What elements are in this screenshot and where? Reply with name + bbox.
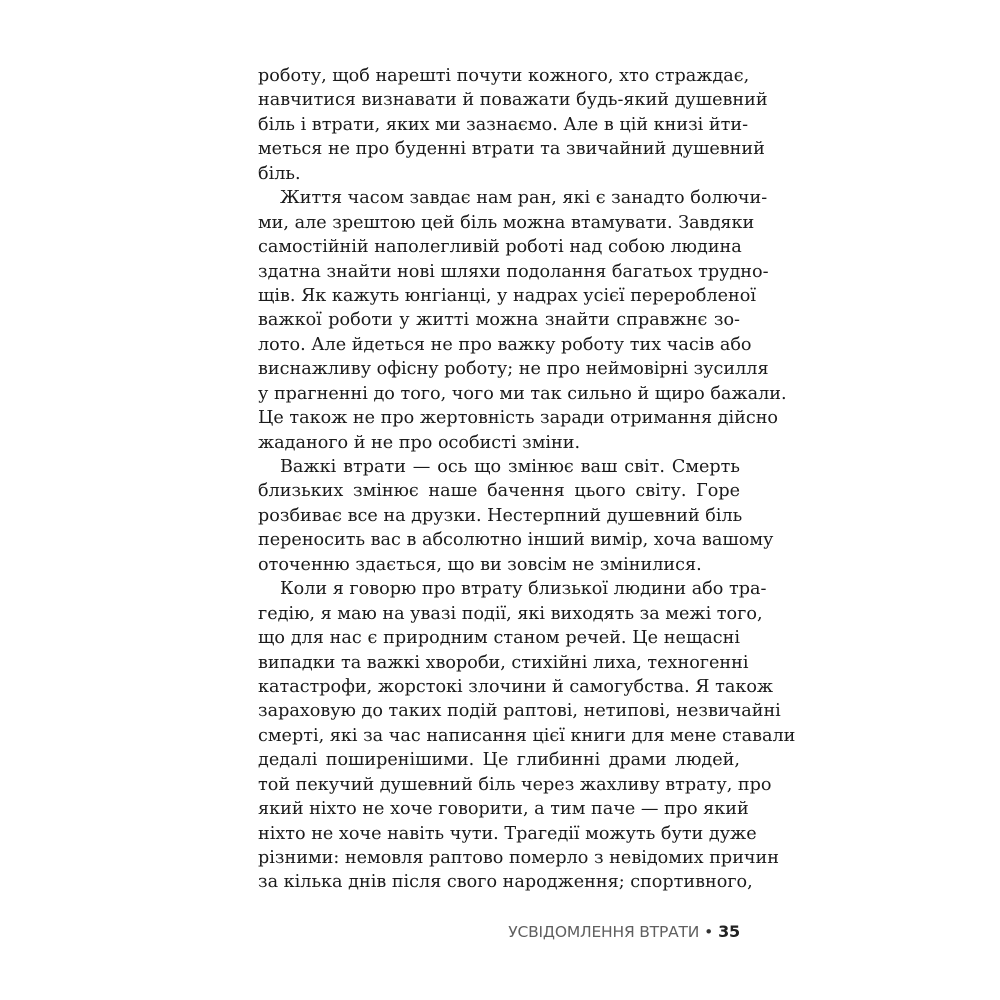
text-line: Життя часом завдає нам ран, які є занадто болючи- xyxy=(280,188,768,209)
text-line: навчитися визнавати й поважати будь-який душевний xyxy=(258,90,768,111)
text-line: здатна знайти нові шляхи подолання багатьох трудно- xyxy=(258,261,769,282)
text-line: переносить вас в абсолютно інший вимір, хоча вашому xyxy=(258,530,774,551)
text-line: щів. Як кажуть юнгіанці, у надрах усієї переробленої xyxy=(258,285,756,306)
paragraph xyxy=(258,186,787,455)
text-line: самостійній наполегливій роботі над собою людина xyxy=(258,237,742,258)
text-line: який ніхто не хоче говорити, а тим паче — про який xyxy=(258,799,749,820)
text-line: різними: немовля раптово померло з невідомих причин xyxy=(258,848,780,868)
text-line: зараховую до таких подій раптові, нетипові, незвичайні xyxy=(258,701,781,722)
running-title: УСВІДОМЛЕННЯ ВТРАТИ xyxy=(508,923,700,941)
text-line: Коли я говорю про втрату близької людини або тра- xyxy=(280,579,767,600)
text-line: дедалі поширенішими. Це глибинні драми людей, xyxy=(258,750,740,771)
text-line: катастрофи, жорстокі злочини й самогубства. Я також xyxy=(258,676,774,697)
text-line: меться не про буденні втрати та звичайний душевний xyxy=(258,139,765,160)
page-number: 35 xyxy=(718,922,740,941)
text-line: випадки та важкі хвороби, стихійні лиха, техногенні xyxy=(258,652,749,673)
footer-separator: • xyxy=(704,923,714,941)
text-line: біль і втрати, яких ми зазнаємо. Але в цій книзі йти- xyxy=(258,114,749,135)
paragraph xyxy=(258,577,796,895)
text-line: важкої роботи у житті можна знайти справжнє зо- xyxy=(258,310,740,331)
text-line: близьких змінює наше бачення цього світу. Горе xyxy=(258,481,740,502)
text-line: розбиває все на друзки. Нестерпний душевний біль xyxy=(258,505,743,526)
book-page xyxy=(258,64,796,944)
text-line: оточенню здається, що ви зовсім не змінилися. xyxy=(258,554,702,575)
text-line: жаданого й не про особисті зміни. xyxy=(258,432,581,453)
text-line: смерті, які за час написання цієї книги для мене ставали xyxy=(258,725,796,746)
text-line: що для нас є природним станом речей. Це нещасні xyxy=(258,628,740,649)
text-line: за кілька днів після свого народження; спортивного, xyxy=(258,872,753,893)
text-line: ми, але зрештою цей біль можна втамувати. Завдяки xyxy=(258,212,755,233)
text-line: біль. xyxy=(258,163,301,184)
text-line: Це також не про жертовність заради отримання дійсно xyxy=(258,408,779,429)
text-line: роботу, щоб нарешті почути кожного, хто страждає, xyxy=(258,66,750,86)
text-line: гедію, я маю на увазі події, які виходять за межі того, xyxy=(258,603,763,624)
text-line: виснажливу офісну роботу; не про неймовірні зусилля xyxy=(258,359,769,380)
text-line: Важкі втрати — ось що змінює ваш світ. Смерть xyxy=(280,457,740,477)
paragraph xyxy=(258,64,768,186)
text-line: ніхто не хоче навіть чути. Трагедії можуть бути дуже xyxy=(258,823,757,844)
text-line: у прагненні до того, чого ми так сильно й щиро бажали. xyxy=(258,383,787,404)
paragraph xyxy=(258,455,774,577)
text-line: лото. Але йдеться не про важку роботу тих часів або xyxy=(258,334,752,355)
body-text xyxy=(258,64,796,895)
running-footer xyxy=(508,922,740,941)
text-line: той пекучий душевний біль через жахливу втрату, про xyxy=(258,774,772,795)
